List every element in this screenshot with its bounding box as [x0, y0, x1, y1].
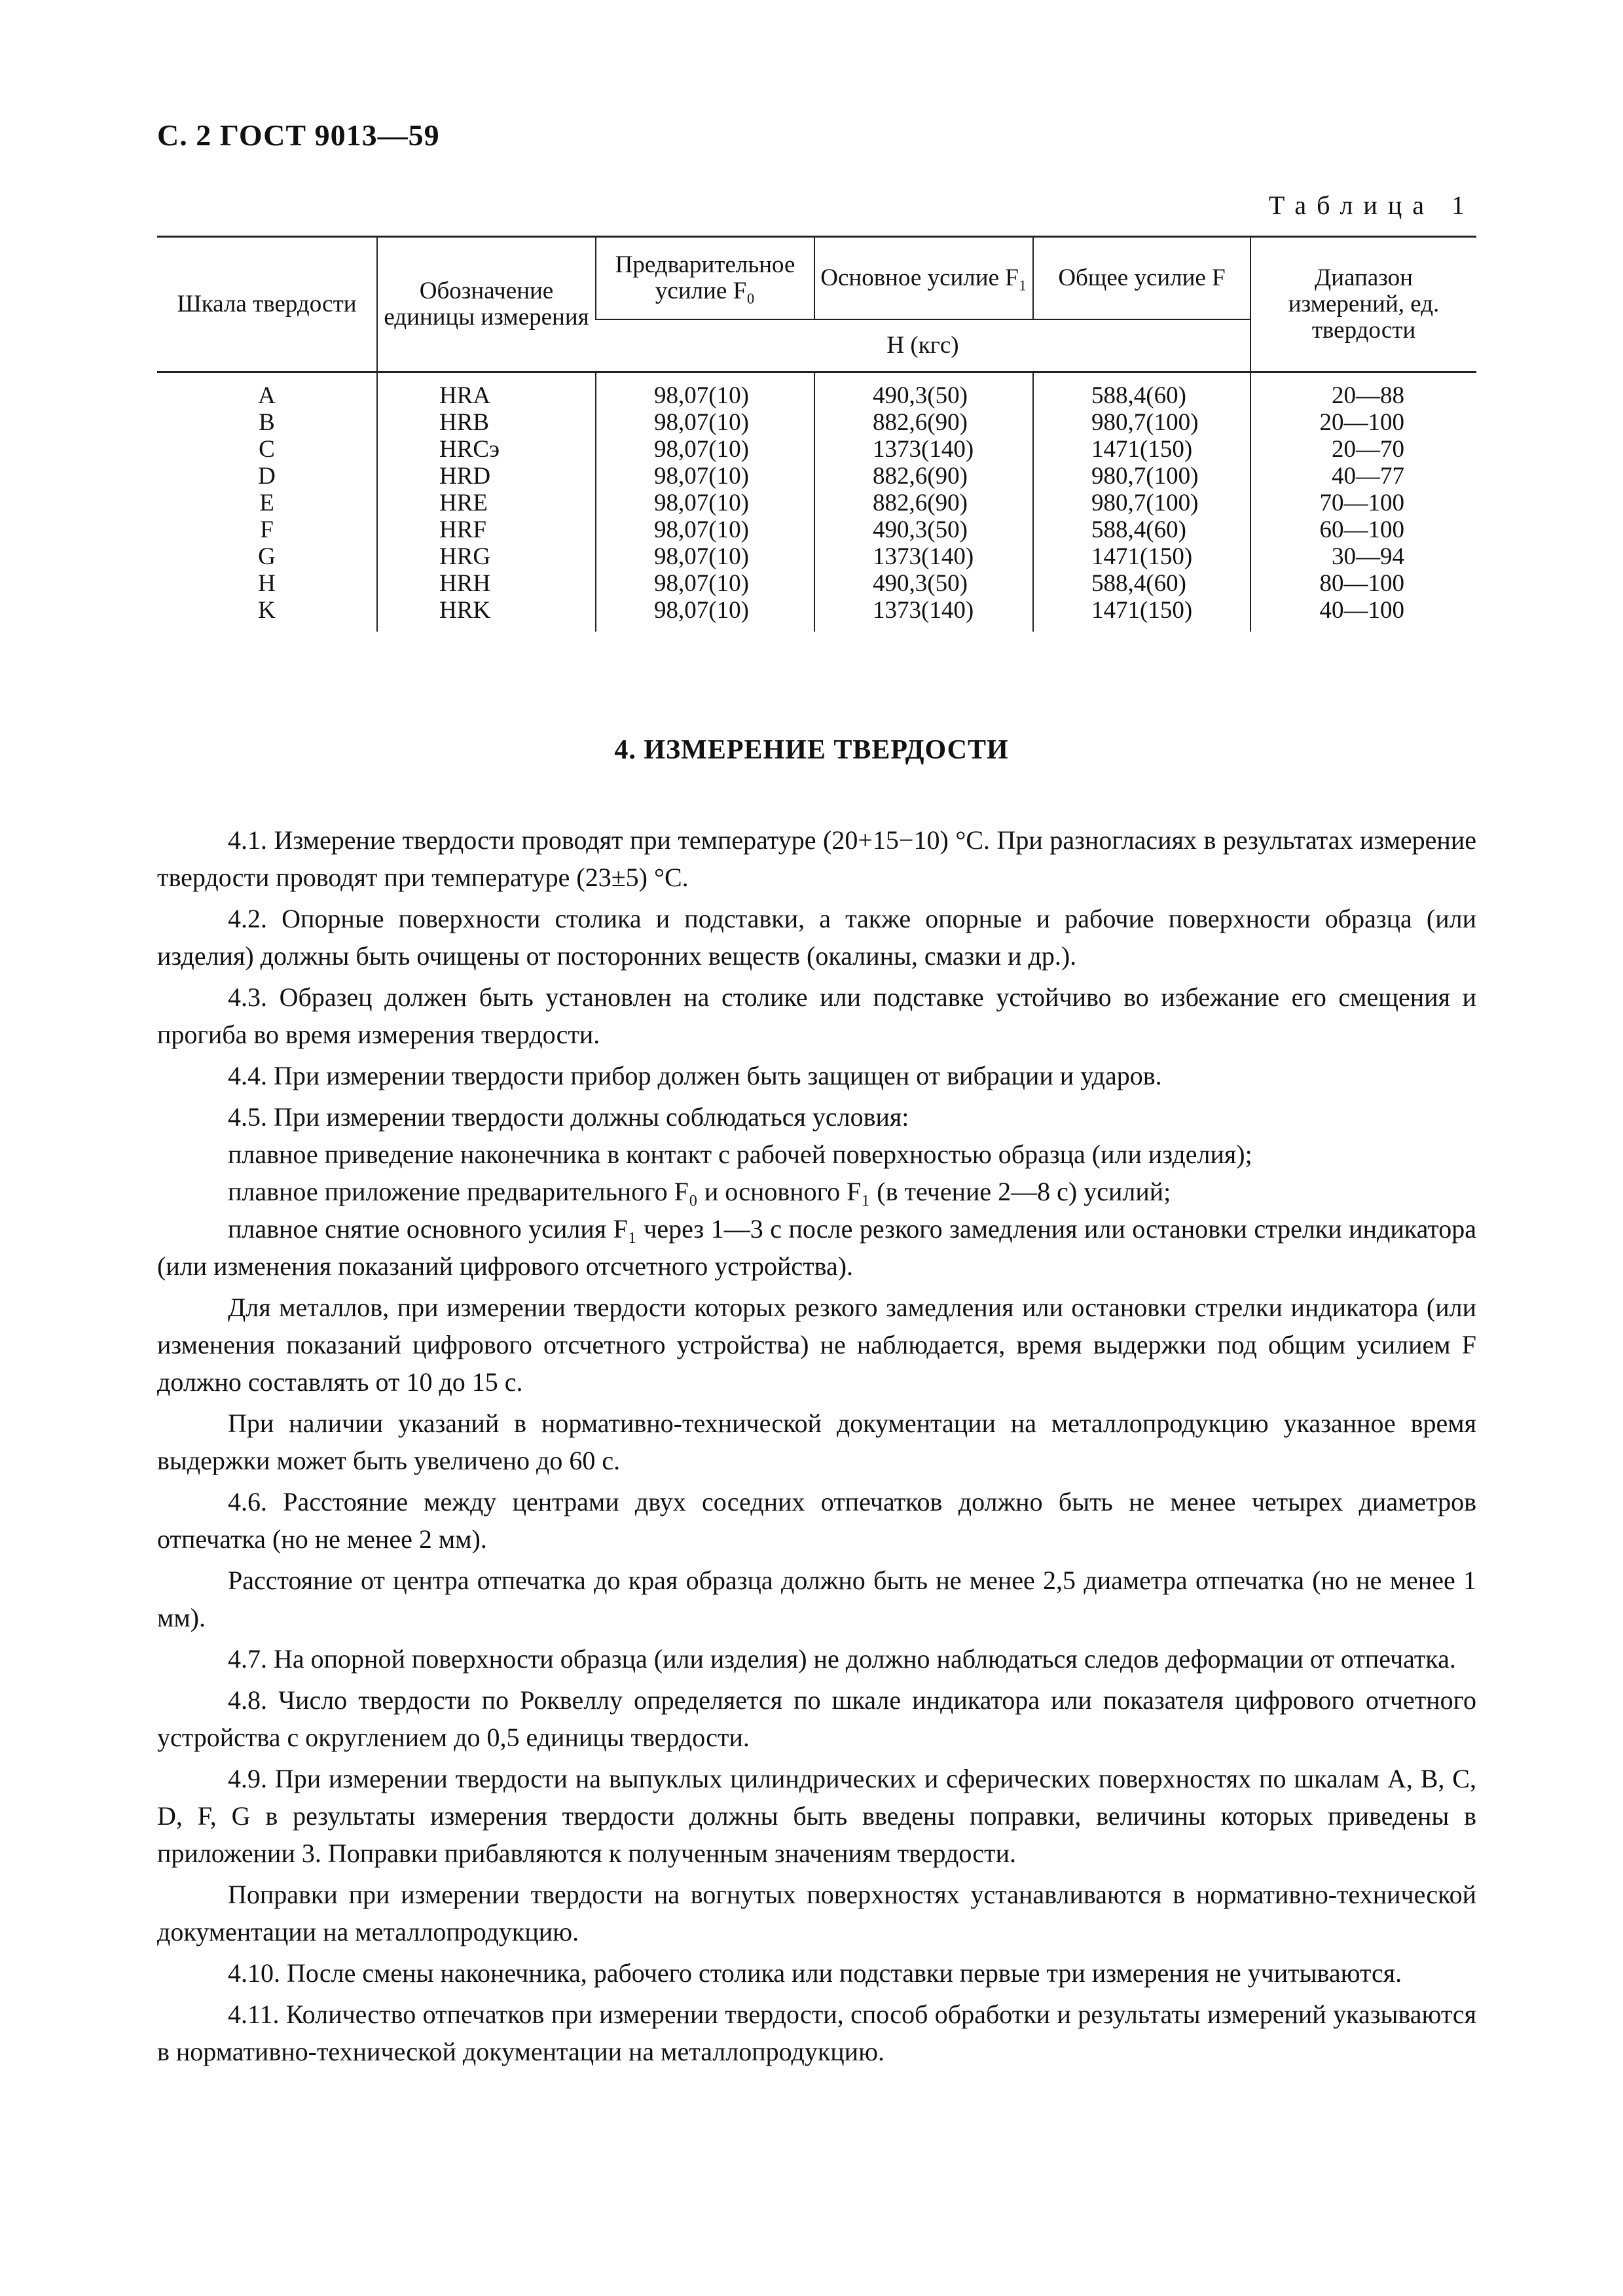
- cell-preliminary-force: 98,07(10): [596, 570, 814, 597]
- cell-unit: HRE: [377, 490, 596, 516]
- cell-main-force: 882,6(90): [814, 463, 1033, 490]
- cell-scale: F: [260, 516, 274, 543]
- paragraph-4-7: 4.7. На опорной поверхности образца (или изделия) не должно наблюдаться следов деформации от отпечатка.: [228, 1644, 1456, 1674]
- cell-preliminary-force: 98,07(10): [596, 597, 814, 632]
- cell-range: 80—100: [1250, 570, 1476, 597]
- table-row: [157, 543, 1476, 570]
- table-row: [157, 372, 1476, 410]
- cell-range: 40—77: [1250, 463, 1476, 490]
- cell-total-force: 1471(150): [1033, 597, 1250, 632]
- cell-total-force: 980,7(100): [1033, 409, 1250, 436]
- column-header-unit: Обозначение единицы измерения: [377, 237, 596, 372]
- table-row: [157, 570, 1476, 597]
- cell-scale: B: [259, 409, 275, 436]
- cell-scale: D: [258, 463, 276, 490]
- cell-unit: HRK: [377, 597, 596, 632]
- cell-preliminary-force: 98,07(10): [596, 543, 814, 570]
- cell-range: 60—100: [1250, 516, 1476, 543]
- column-header-range: Диапазон измерений, ед. твердости: [1250, 237, 1476, 372]
- cell-main-force: 490,3(50): [814, 516, 1033, 543]
- cell-main-force: 1373(140): [814, 597, 1033, 632]
- table-row: [157, 490, 1476, 516]
- paragraph-4-10: 4.10. После смены наконечника, рабочего столика или подставки первые три измерения не учитываются.: [228, 1958, 1402, 1988]
- cell-range: 20—70: [1250, 436, 1476, 463]
- paragraph-4-3: 4.3. Образец должен быть установлен на столике или подставке устойчиво во избежание его смещения и прогиба во время измерения твердости.: [157, 982, 1476, 1049]
- cell-unit: HRF: [377, 516, 596, 543]
- column-header-preliminary-force: Предварительное усилие F₀: [596, 237, 814, 320]
- cell-unit: HRCэ: [377, 436, 596, 463]
- cell-unit: HRH: [377, 570, 596, 597]
- cell-scale: C: [259, 436, 275, 463]
- cell-range: 20—88: [1250, 372, 1476, 410]
- table-caption: Таблица 1: [1268, 190, 1475, 220]
- cell-total-force: 1471(150): [1033, 436, 1250, 463]
- cell-total-force: 588,4(60): [1033, 516, 1250, 543]
- table-row: [157, 436, 1476, 463]
- cell-unit: HRA: [377, 372, 596, 410]
- paragraph-4-11: 4.11. Количество отпечатков при измерении твердости, способ обработки и результаты измерений указываются в нормативно-технической документации на металлопродукцию.: [157, 2000, 1476, 2066]
- column-header-total-force: Общее усилие F: [1033, 237, 1250, 320]
- cell-scale: A: [258, 382, 276, 409]
- table-row: [157, 516, 1476, 543]
- cell-scale: E: [259, 490, 274, 516]
- cell-range: 30—94: [1250, 543, 1476, 570]
- cell-total-force: 980,7(100): [1033, 463, 1250, 490]
- cell-range: 70—100: [1250, 490, 1476, 516]
- condition-1: плавное приведение наконечника в контакт с рабочей поверхностью образца (или изделия);: [228, 1139, 1252, 1169]
- paragraph-4-1: 4.1. Измерение твердости проводят при температуре (20+15−10) °С. При разногласиях в результатах измерение твердости проводят при температуре (23±5) °С.: [157, 825, 1476, 892]
- table-row: [157, 409, 1476, 436]
- paragraph-edge-distance: Расстояние от центра отпечатка до края образца должно быть не менее 2,5 диаметра отпечатка (но не менее 1 мм).: [157, 1566, 1476, 1632]
- paragraph-metals: Для металлов, при измерении твердости которых резкого замедления или остановки стрелки индикатора (или изменения показаний цифрового отсчетного устройства) не наблюдается, время выдержки под общим усилием F должно составлять от 10 до 15 с.: [157, 1293, 1476, 1397]
- paragraph-4-9: 4.9. При измерении твердости на выпуклых цилиндрических и сферических поверхностях по шкалам A, B, C, D, F, G в результаты измерения твердости должны быть введены поправки, величины которых приведены в приложении 3. Поправки прибавляются к полученным значениям твердости.: [157, 1764, 1476, 1868]
- cell-main-force: 490,3(50): [814, 372, 1033, 410]
- paragraph-4-8: 4.8. Число твердости по Роквеллу определяется по шкале индикатора или показателя цифрового отчетного устройства с округлением до 0,5 единицы твердости.: [157, 1685, 1476, 1752]
- paragraph-concave: Поправки при измерении твердости на вогнутых поверхностях устанавливаются в нормативно-технической документации на металлопродукцию.: [157, 1880, 1476, 1946]
- column-header-scale: Шкала твердости: [157, 237, 377, 372]
- body-text: [157, 821, 1476, 2074]
- paragraph-ntd-time: При наличии указаний в нормативно-технической документации на металлопродукцию указанное время выдержки может быть увеличено до 60 с.: [157, 1408, 1476, 1475]
- cell-main-force: 1373(140): [814, 543, 1033, 570]
- cell-preliminary-force: 98,07(10): [596, 372, 814, 410]
- cell-main-force: 1373(140): [814, 436, 1033, 463]
- paragraph-4-6: 4.6. Расстояние между центрами двух соседних отпечатков должно быть не менее четырех диаметров отпечатка (но не менее 2 мм).: [157, 1487, 1476, 1554]
- cell-range: 20—100: [1250, 409, 1476, 436]
- cell-main-force: 882,6(90): [814, 490, 1033, 516]
- cell-unit: HRD: [377, 463, 596, 490]
- cell-range: 40—100: [1250, 597, 1476, 632]
- cell-scale: K: [258, 597, 276, 624]
- condition-2: плавное приложение предварительного F₀ и основного F₁ (в течение 2—8 с) усилий;: [228, 1177, 1171, 1206]
- cell-unit: HRB: [377, 409, 596, 436]
- cell-preliminary-force: 98,07(10): [596, 409, 814, 436]
- column-header-units: Н (кгс): [596, 319, 1250, 372]
- page-header: С. 2 ГОСТ 9013—59: [157, 118, 440, 152]
- cell-main-force: 882,6(90): [814, 409, 1033, 436]
- paragraph-4-2: 4.2. Опорные поверхности столика и подставки, а также опорные и рабочие поверхности образца (или изделия) должны быть очищены от посторонних веществ (окалины, смазки и др.).: [157, 904, 1476, 971]
- cell-total-force: 588,4(60): [1033, 570, 1250, 597]
- cell-total-force: 588,4(60): [1033, 372, 1250, 410]
- table-row: [157, 597, 1476, 632]
- cell-scale: G: [258, 543, 276, 570]
- cell-preliminary-force: 98,07(10): [596, 436, 814, 463]
- cell-preliminary-force: 98,07(10): [596, 516, 814, 543]
- cell-preliminary-force: 98,07(10): [596, 463, 814, 490]
- cell-unit: HRG: [377, 543, 596, 570]
- cell-main-force: 490,3(50): [814, 570, 1033, 597]
- cell-preliminary-force: 98,07(10): [596, 490, 814, 516]
- section-title: 4. ИЗМЕРЕНИЕ ТВЕРДОСТИ: [614, 735, 1009, 765]
- cell-total-force: 980,7(100): [1033, 490, 1250, 516]
- condition-3: плавное снятие основного усилия F₁ через 1—3 с после резкого замедления или остановки стрелки индикатора (или изменения показаний цифрового отсчетного устройства).: [157, 1214, 1476, 1281]
- cell-scale: H: [258, 570, 276, 597]
- column-header-main-force: Основное усилие F₁: [814, 237, 1033, 320]
- table-row: [157, 463, 1476, 490]
- cell-total-force: 1471(150): [1033, 543, 1250, 570]
- paragraph-4-4: 4.4. При измерении твердости прибор должен быть защищен от вибрации и ударов.: [228, 1061, 1162, 1090]
- paragraph-4-5: 4.5. При измерении твердости должны соблюдаться условия:: [228, 1102, 909, 1132]
- hardness-scales-table: [157, 236, 1476, 632]
